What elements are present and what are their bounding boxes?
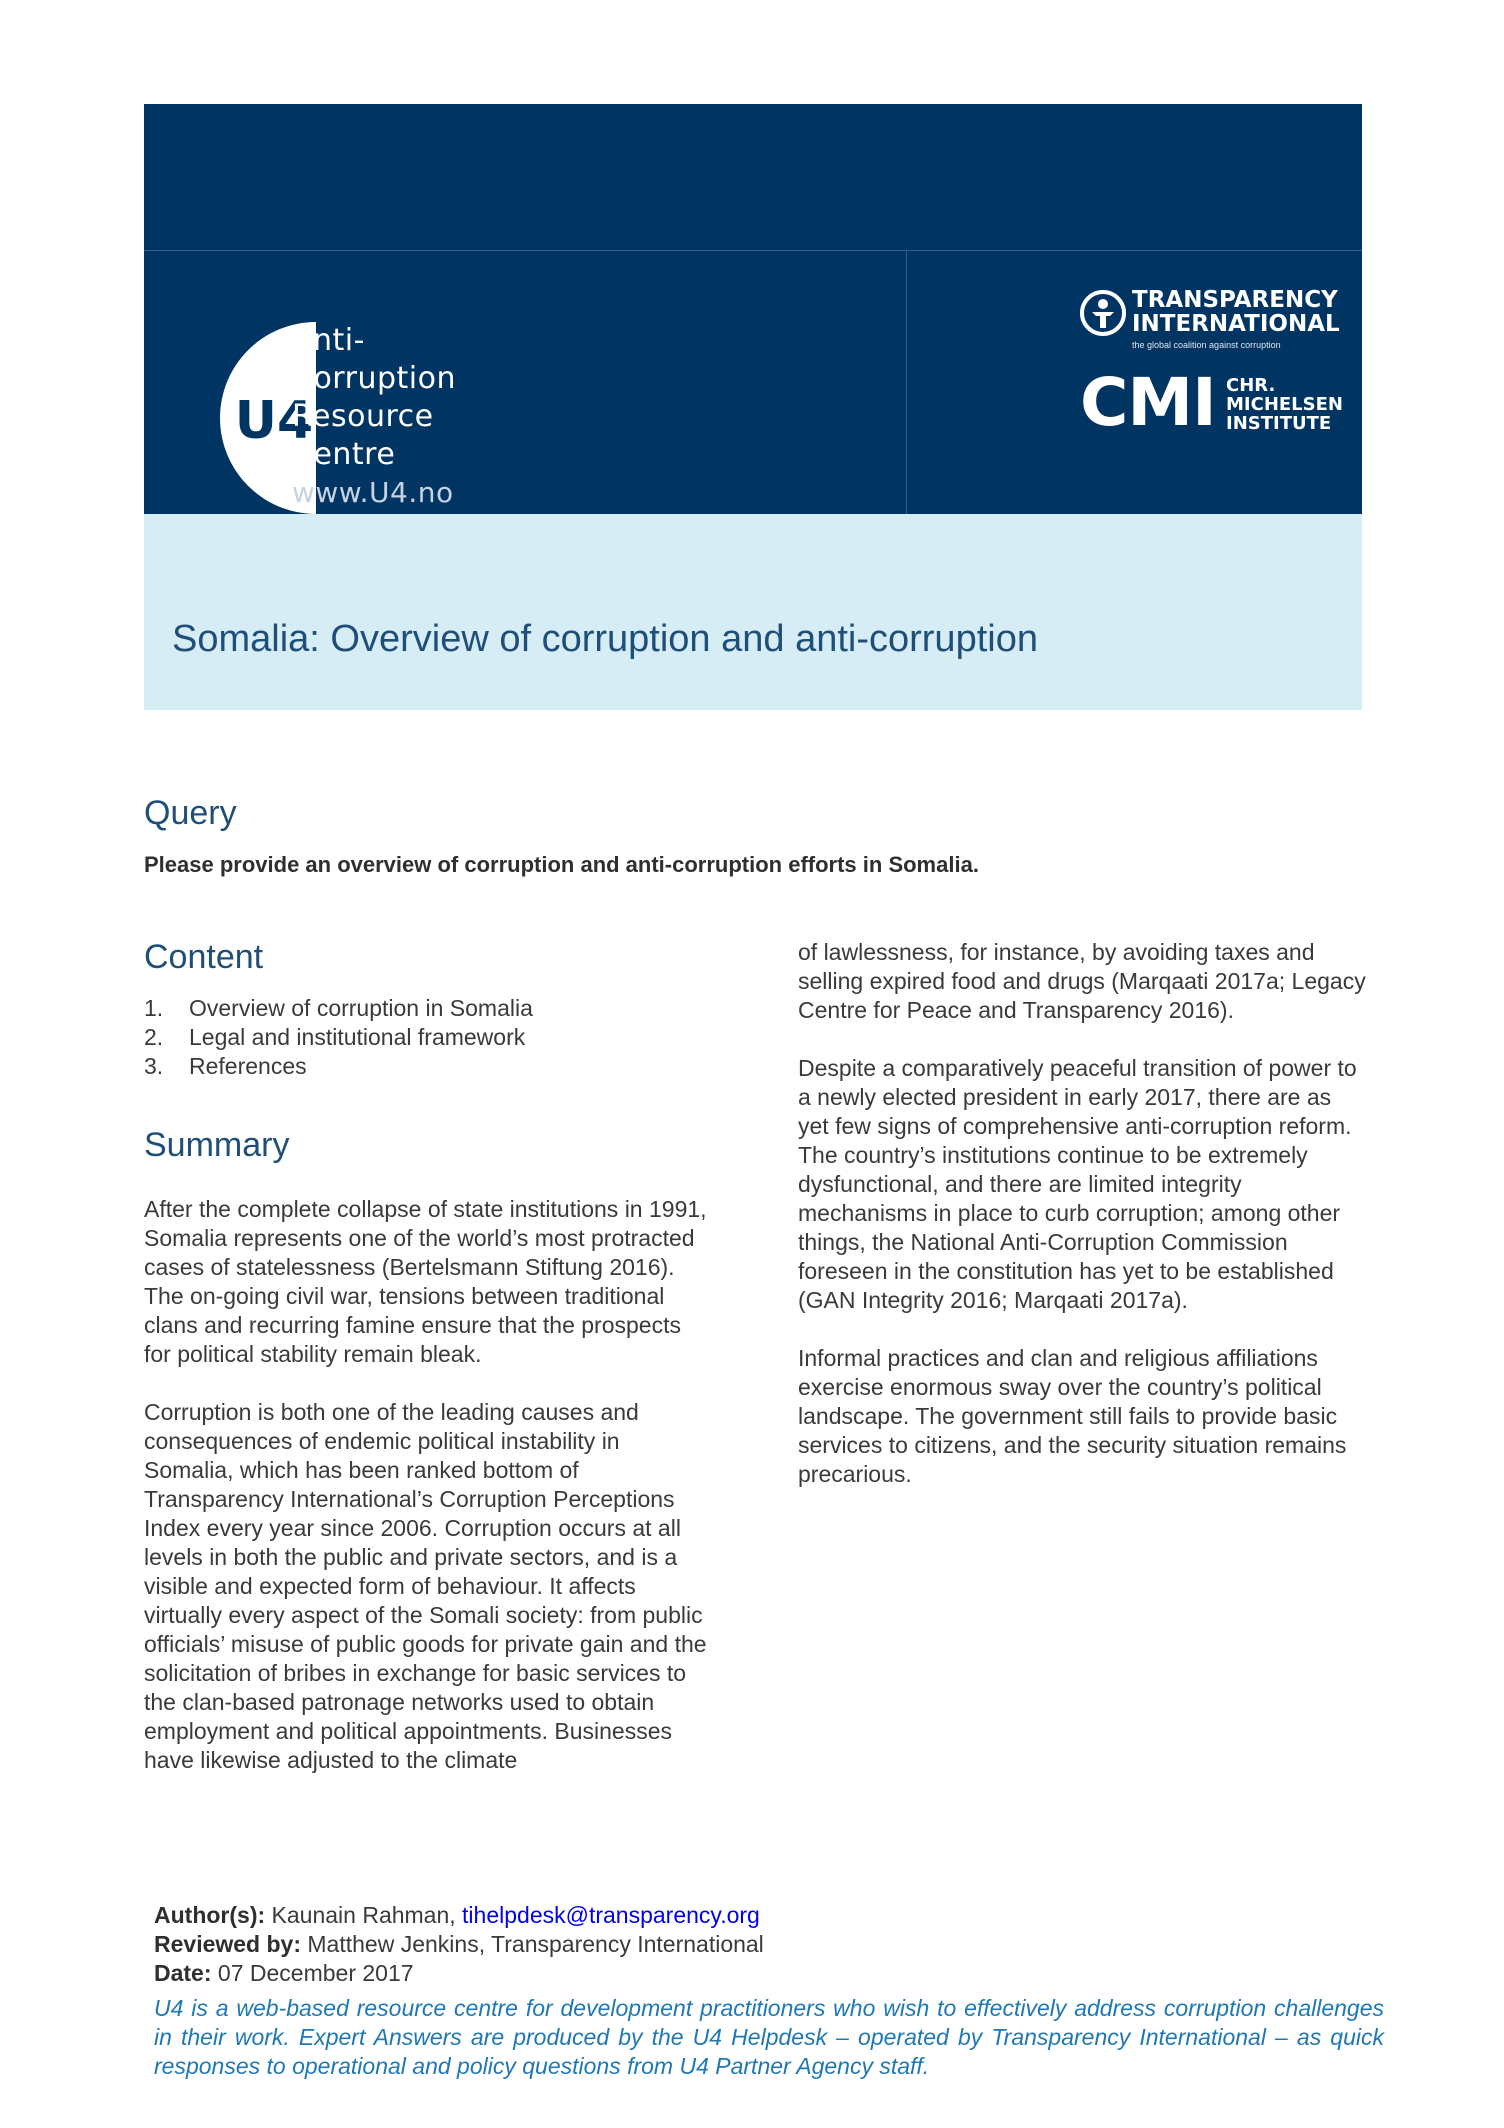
reviewed-label: Reviewed by: xyxy=(154,1931,301,1957)
u4-line-centre: Centre xyxy=(292,437,396,472)
ti-name xyxy=(1132,288,1340,336)
query-text: Please provide an overview of corruption and anti-corruption efforts in Somalia. xyxy=(144,852,979,877)
summary-left-column xyxy=(144,1195,714,1804)
toc-number: 1. xyxy=(144,995,164,1021)
author-label: Author(s): xyxy=(154,1902,266,1928)
page-title: Somalia: Overview of corruption and anti-corruption xyxy=(172,618,1038,660)
transparency-international-icon xyxy=(1080,290,1126,336)
toc-label: Overview of corruption in Somalia xyxy=(189,995,533,1021)
summary-paragraph: Informal practices and clan and religious affiliations exercise enormous sway over the country’s political landscape. The government still fails to provide basic services to citizens, and the security situation remains precarious. xyxy=(798,1345,1347,1487)
ti-tagline: the global coalition against corruption xyxy=(1132,340,1281,350)
banner-divider-horizontal xyxy=(144,250,1362,251)
reviewed-line xyxy=(154,1930,764,1959)
u4-line-corruption: Corruption xyxy=(292,361,456,396)
footer-note: U4 is a web-based resource centre for development practitioners who wish to effectively address corruption challenges in their work. Expert Answers are produced by the U4 Helpdesk – operated by Transparency International – as quick responses to operational and policy questions from U4 Partner Agency staff. xyxy=(154,1995,1384,2079)
table-of-contents xyxy=(144,994,533,1081)
date-line xyxy=(154,1959,764,1988)
u4-line-anti: Anti- xyxy=(292,323,365,358)
toc-item[interactable] xyxy=(144,994,533,1023)
reviewed-value: Matthew Jenkins, Transparency International xyxy=(307,1931,764,1957)
toc-number: 3. xyxy=(144,1053,164,1079)
toc-number: 2. xyxy=(144,1024,164,1050)
date-label: Date: xyxy=(154,1960,212,1986)
author-line xyxy=(154,1901,764,1930)
toc-label: Legal and institutional framework xyxy=(189,1024,526,1050)
u4-url[interactable]: www.U4.no xyxy=(292,476,454,509)
cmi-line2: MICHELSEN xyxy=(1226,394,1343,415)
summary-paragraph: of lawlessness, for instance, by avoiding taxes and selling expired food and drugs (Marqaati 2017a; Legacy Centre for Peace and Transparency 2016). xyxy=(798,939,1366,1023)
query-heading: Query xyxy=(144,794,237,832)
cmi-line1: CHR. xyxy=(1226,375,1276,396)
cmi-line3: INSTITUTE xyxy=(1226,413,1332,434)
header-banner xyxy=(144,104,1362,514)
u4-logo-mark: U4 xyxy=(234,391,314,451)
banner-divider-vertical xyxy=(906,250,907,514)
summary-paragraph: Despite a comparatively peaceful transition of power to a newly elected president in early 2017, there are as yet few signs of comprehensive anti-corruption reform. The country’s institutions continue to be extremely dysfunctional, and there are limited integrity mechanisms in place to curb corruption; among other things, the National Anti-Corruption Commission foreseen in the constitution has yet to be established (GAN Integrity 2016; Marqaati 2017a). xyxy=(798,1055,1357,1313)
summary-right-column xyxy=(798,938,1368,1518)
toc-label: References xyxy=(189,1053,307,1079)
content-heading: Content xyxy=(144,938,264,976)
cmi-name xyxy=(1226,376,1343,433)
ti-name-line2: INTERNATIONAL xyxy=(1132,311,1340,337)
document-meta xyxy=(154,1901,764,1988)
ti-name-line1: TRANSPARENCY xyxy=(1132,287,1338,313)
toc-item[interactable] xyxy=(144,1052,533,1081)
u4-line-resource: Resource xyxy=(292,399,434,434)
author-value: Kaunain Rahman, xyxy=(271,1902,456,1928)
cmi-acronym: CMI xyxy=(1080,364,1216,441)
title-band xyxy=(144,514,1362,710)
author-email-link[interactable]: tihelpdesk@transparency.org xyxy=(462,1902,760,1928)
summary-paragraph: Corruption is both one of the leading causes and consequences of endemic political instability in Somalia, which has been ranked bottom of Transparency International’s Corruption Perceptions Index every year since 2006. Corruption occurs at all levels in both the public and private sectors, and is a visible and expected form of behaviour. It affects virtually every aspect of the Somali society: from public officials’ misuse of public goods for private gain and the solicitation of bribes in exchange for basic services to the clan-based patronage networks used to obtain employment and political appointments. Businesses have likewise adjusted to the climate xyxy=(144,1399,707,1773)
toc-item[interactable] xyxy=(144,1023,533,1052)
u4-wordmark xyxy=(292,322,456,512)
date-value: 07 December 2017 xyxy=(217,1960,414,1986)
summary-heading: Summary xyxy=(144,1126,290,1164)
summary-paragraph: After the complete collapse of state institutions in 1991, Somalia represents one of the world’s most protracted cases of statelessness (Bertelsmann Stiftung 2016). The on-going civil war, tensions between traditional clans and recurring famine ensure that the prospects for political stability remain bleak. xyxy=(144,1196,707,1367)
